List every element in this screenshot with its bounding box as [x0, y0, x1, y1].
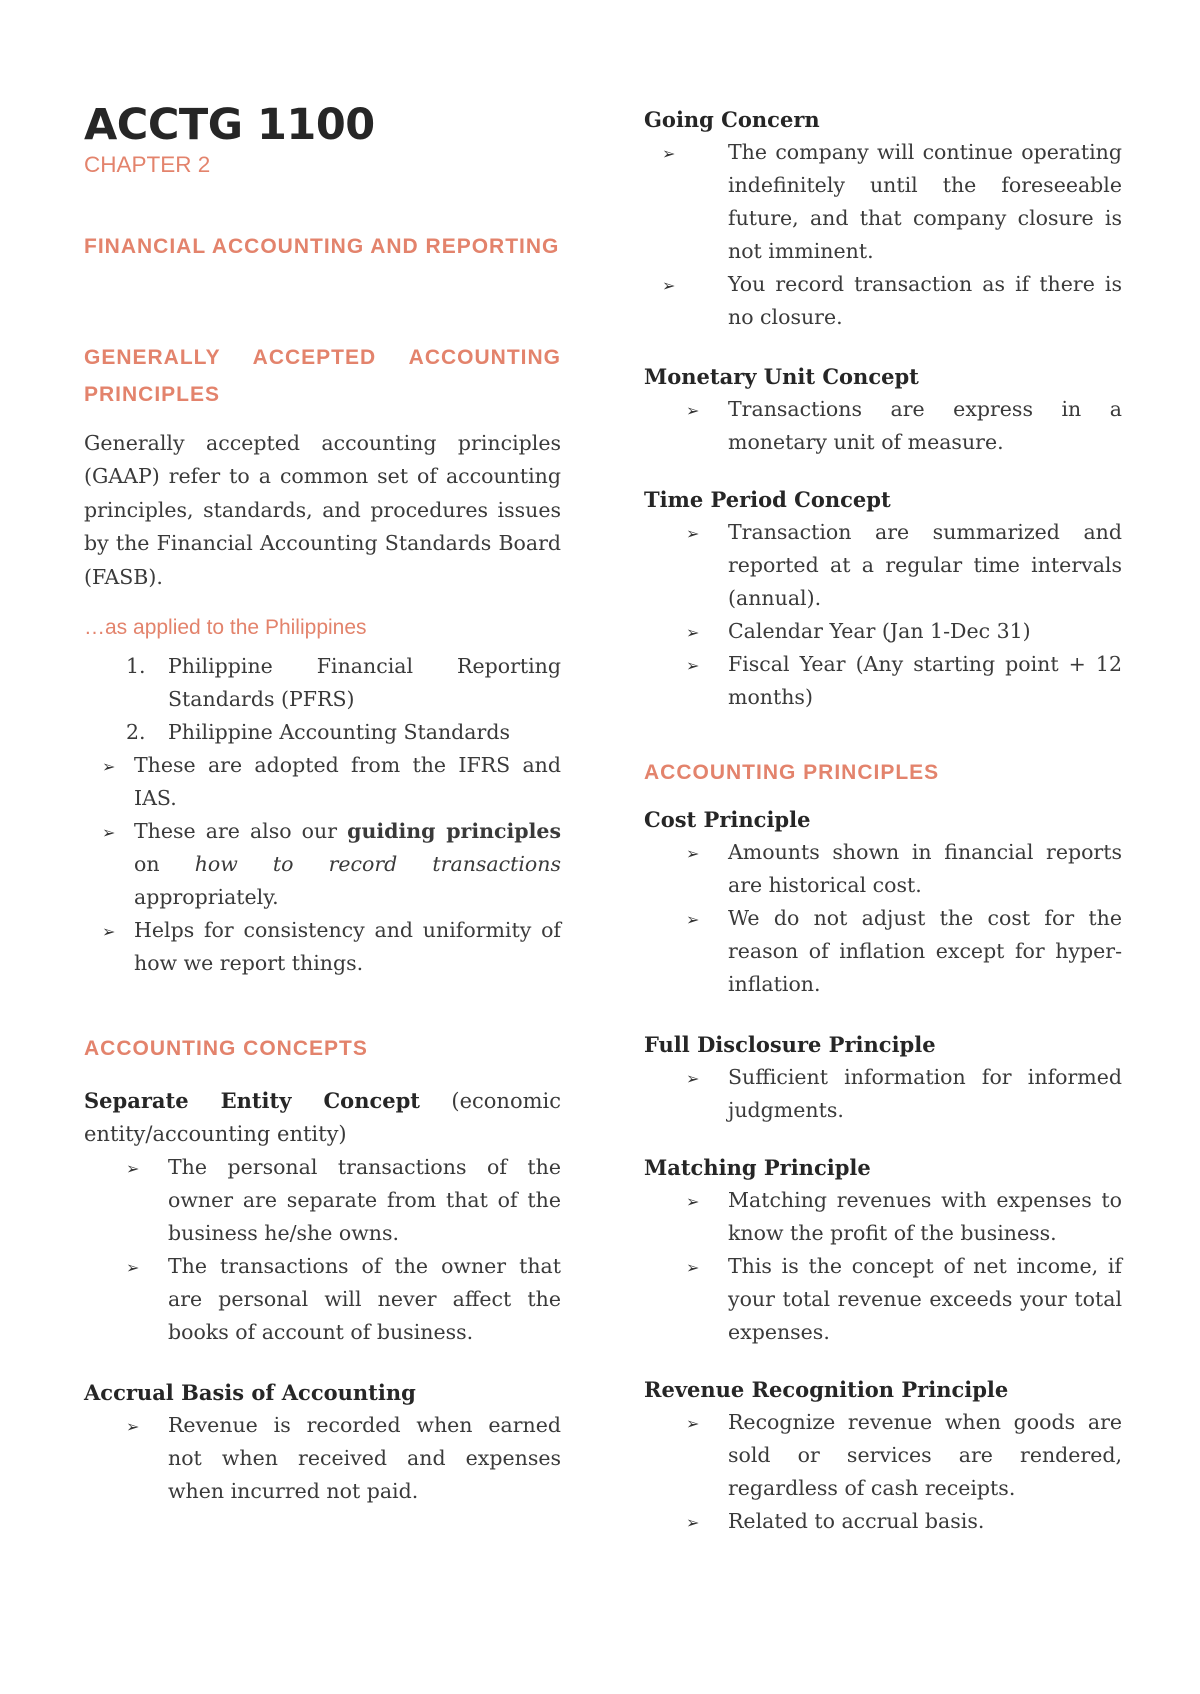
list-item: ➢ Amounts shown in financial reports are historical cost.	[644, 836, 1122, 902]
cost-principle-block	[644, 803, 1122, 1001]
emphasis-text: guiding principles	[347, 819, 561, 843]
accrual-block	[84, 1376, 561, 1508]
list-item	[84, 650, 561, 716]
list-item: ➢ Fiscal Year (Any starting point + 12 months)	[644, 648, 1122, 714]
list-item: ➢ Transaction are summarized and reported at a regular time intervals (annual).	[644, 516, 1122, 615]
monetary-unit-block	[644, 360, 1122, 459]
list-item: ➢ Calendar Year (Jan 1-Dec 31)	[644, 615, 1122, 648]
list-item: ➢ Matching revenues with expenses to know the profit of the business.	[644, 1184, 1122, 1250]
separate-entity-title	[84, 1084, 561, 1151]
time-period-block	[644, 483, 1122, 714]
list-item-text: Philippine Accounting Standards	[168, 720, 510, 744]
list-item-text: These are adopted from the IFRS and IAS.	[134, 753, 561, 810]
revenue-recognition-block	[644, 1373, 1122, 1538]
separate-entity-bullets	[84, 1151, 561, 1349]
list-item-text: appropriately.	[134, 885, 279, 909]
going-concern-bullets	[644, 136, 1122, 334]
matching-bullets	[644, 1184, 1122, 1349]
matching-block	[644, 1151, 1122, 1349]
list-item: ➢ This is the concept of net income, if your total revenue exceeds your total expenses.	[644, 1250, 1122, 1349]
separate-entity-block	[84, 1084, 561, 1349]
list-item-text: Philippine Financial Reporting Standards (PFRS)	[168, 654, 561, 711]
list-item-text: Helps for consistency and uniformity of how we report things.	[134, 918, 561, 975]
list-item: ➢ We do not adjust the cost for the reason of inflation except for hyper-inflation.	[644, 902, 1122, 1001]
list-item-text: on	[134, 852, 160, 876]
revenue-recognition-title: Revenue Recognition Principle	[644, 1377, 1009, 1402]
subject-heading: FINANCIAL ACCOUNTING AND REPORTING	[84, 235, 560, 258]
list-item: ➢ The company will continue operating indefinitely until the foreseeable future, and that company closure is not imminent.	[644, 136, 1122, 268]
applied-label: …as applied to the Philippines	[84, 616, 367, 639]
standards-list	[84, 650, 561, 749]
accrual-bullets	[84, 1409, 561, 1508]
matching-title: Matching Principle	[644, 1155, 871, 1180]
list-item-text: These are also our	[134, 819, 348, 843]
full-disclosure-bullets	[644, 1061, 1122, 1127]
list-number: 1.	[126, 654, 146, 678]
list-item: ➢ The transactions of the owner that are personal will never affect the books of account of business.	[84, 1250, 561, 1349]
time-period-title: Time Period Concept	[644, 487, 891, 512]
principles-heading: ACCOUNTING PRINCIPLES	[644, 761, 940, 784]
list-item	[84, 815, 561, 914]
concepts-heading: ACCOUNTING CONCEPTS	[84, 1037, 368, 1060]
list-item	[84, 914, 561, 980]
chapter-label: CHAPTER 2	[84, 152, 211, 177]
full-disclosure-title: Full Disclosure Principle	[644, 1032, 936, 1057]
accrual-title: Accrual Basis of Accounting	[84, 1380, 416, 1405]
concept-subtitle: (economic entity/accounting entity)	[84, 1089, 561, 1146]
cost-principle-bullets	[644, 836, 1122, 1001]
time-period-bullets	[644, 516, 1122, 714]
list-item: ➢ Sufficient information for informed judgments.	[644, 1061, 1122, 1127]
list-item: ➢ You record transaction as if there is no closure.	[644, 268, 1122, 334]
gaap-definition: Generally accepted accounting principles (GAAP) refer to a common set of accounting principles, standards, and procedures issues by the Financial Accounting Standards Board (FASB).	[84, 431, 561, 589]
gaap-standards-block	[84, 650, 561, 980]
monetary-unit-title: Monetary Unit Concept	[644, 364, 919, 389]
revenue-recognition-bullets	[644, 1406, 1122, 1538]
list-item	[84, 749, 561, 815]
full-disclosure-block	[644, 1028, 1122, 1127]
gaap-heading: GENERALLY ACCEPTED ACCOUNTING PRINCIPLES	[84, 346, 561, 406]
cost-principle-title: Cost Principle	[644, 807, 811, 832]
list-item: ➢ Revenue is recorded when earned not when received and expenses when incurred not paid.	[84, 1409, 561, 1508]
list-number: 2.	[126, 720, 146, 744]
list-item	[84, 716, 561, 749]
gaap-notes-list	[84, 749, 561, 980]
list-item: ➢ Transactions are express in a monetary unit of measure.	[644, 393, 1122, 459]
list-item: ➢ The personal transactions of the owner are separate from that of the business he/she owns.	[84, 1151, 561, 1250]
monetary-unit-bullets	[644, 393, 1122, 459]
concept-title: Separate Entity Concept	[84, 1088, 420, 1113]
list-item: ➢ Recognize revenue when goods are sold or services are rendered, regardless of cash receipts.	[644, 1406, 1122, 1505]
italic-text: how to record transactions	[194, 852, 561, 876]
document-title: ACCTG 1100	[84, 100, 375, 150]
going-concern-title: Going Concern	[644, 107, 820, 132]
going-concern-block	[644, 103, 1122, 334]
list-item: ➢ Related to accrual basis.	[644, 1505, 1122, 1538]
